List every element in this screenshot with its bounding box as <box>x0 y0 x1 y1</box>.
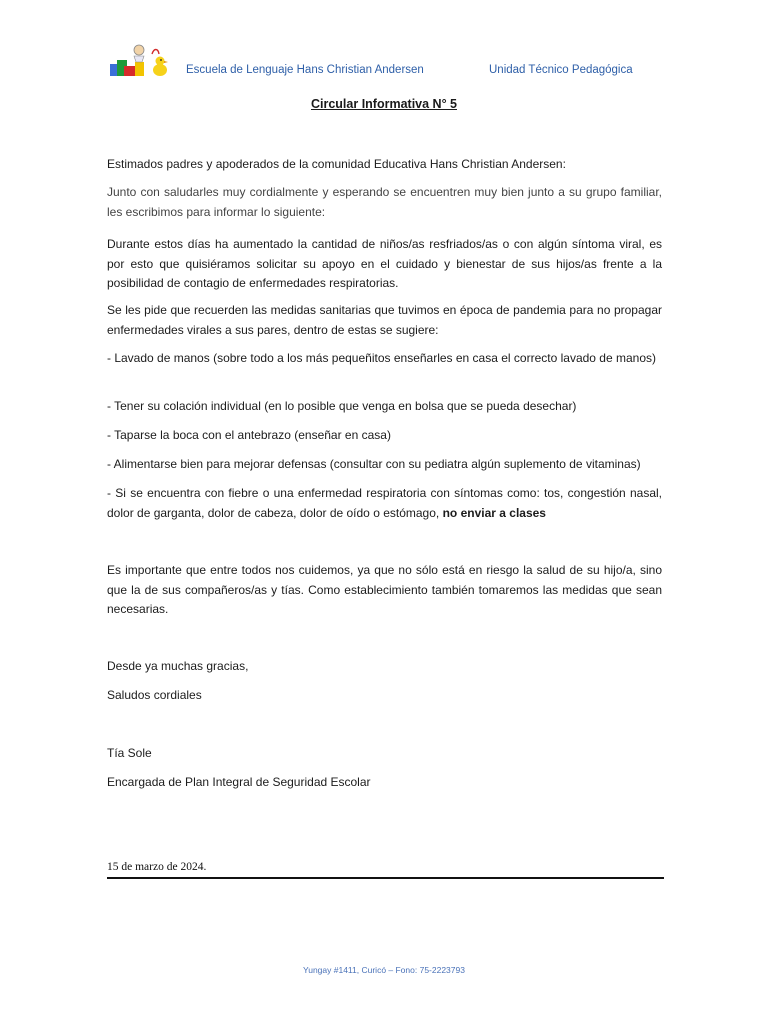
date-divider <box>107 877 664 879</box>
circular-title: Circular Informativa N° 5 <box>310 97 457 111</box>
signature-name: Tía Sole <box>107 746 152 760</box>
fever-text: - Si se encuentra con fiebre o una enfermedad respiratoria con síntomas como: tos, congestión nasal, dolor de garganta, dolor de cabeza, dolor de oído o estómago, <box>107 486 662 520</box>
paragraph-measures: Se les pide que recuerden las medidas sanitarias que tuvimos en época de pandemia para no propagar enfermedades virales a sus pares, dentro de estas se sugiere: <box>107 303 662 337</box>
closing-paragraph: Es importante que entre todos nos cuidemos, ya que no sólo está en riesgo la salud de su hijo/a, sino que la de sus compañeros/as y tías. Como establecimiento también tomaremos las medidas que sean necesarias. <box>107 563 662 616</box>
document-date: 15 de marzo de 2024. <box>107 861 207 873</box>
fever-bold-warning: no enviar a clases <box>442 505 546 520</box>
measure-item-fever <box>107 484 662 523</box>
greeting: Estimados padres y apoderados de la comunidad Educativa Hans Christian Andersen: <box>107 157 566 171</box>
intro-paragraph: Junto con saludarles muy cordialmente y esperando se encuentren muy bien junto a su grupo familiar, les escribimos para informar lo siguiente: <box>107 185 662 219</box>
footer-address: Yungay #1411, Curicó – Fono: 75-2223793 <box>303 965 465 975</box>
measure-item: - Taparse la boca con el antebrazo (enseñar en casa) <box>107 428 391 442</box>
regards-line: Saludos cordiales <box>107 688 202 702</box>
measure-item: - Alimentarse bien para mejorar defensas (consultar con su pediatra algún suplemento de vitaminas) <box>107 457 641 471</box>
school-logo-icon <box>108 42 170 80</box>
signature-role: Encargada de Plan Integral de Seguridad Escolar <box>107 775 371 789</box>
unit-name: Unidad Técnico Pedagógica <box>489 64 633 76</box>
paragraph-cases: Durante estos días ha aumentado la cantidad de niños/as resfriados/as o con algún síntoma viral, es por esto que quisiéramos solicitar su apoyo en el cuidado y bienestar de sus hijos/as frente a la posibilidad de contagio de enfermedades respiratorias. <box>107 237 662 290</box>
measure-item: - Lavado de manos (sobre todo a los más pequeñitos enseñarles en casa el correcto lavado de manos) <box>107 351 656 365</box>
measure-item: - Tener su colación individual (en lo posible que venga en bolsa que se pueda desechar) <box>107 399 577 413</box>
thanks-line: Desde ya muchas gracias, <box>107 659 249 673</box>
school-name: Escuela de Lenguaje Hans Christian Andersen <box>186 64 424 76</box>
